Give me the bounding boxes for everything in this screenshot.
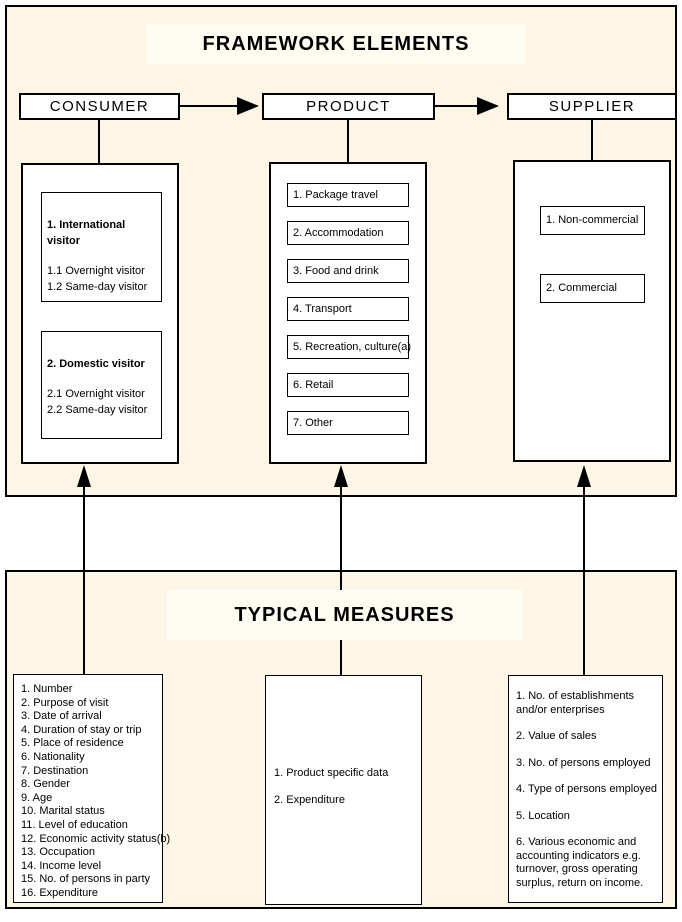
product-item-box: 4. Transport xyxy=(287,297,409,321)
consumer-to-product-arrow-line xyxy=(180,105,238,107)
product-connector-line xyxy=(347,120,349,162)
international-visitor-line1: 1.1 Overnight visitor xyxy=(47,265,145,277)
international-visitor-line2: 1.2 Same-day visitor xyxy=(47,281,148,293)
product-item-box: 1. Package travel xyxy=(287,183,409,207)
supplier-measure-item: 2. Value of sales xyxy=(516,730,597,742)
supplier-header-box: SUPPLIER xyxy=(507,93,677,120)
supplier-measure-item: 5. Location xyxy=(516,809,570,822)
consumer-measures-list-box xyxy=(13,674,171,903)
product-item-box: 3. Food and drink xyxy=(287,259,409,283)
supplier-connector-line xyxy=(591,120,593,160)
consumer-measure-item: 3. Date of arrival xyxy=(21,710,102,723)
consumer-container-box xyxy=(21,163,179,464)
consumer-to-product-arrowhead-icon xyxy=(237,97,259,115)
consumer-measure-item: 6. Nationality xyxy=(21,750,85,763)
consumer-measures-arrowhead-icon xyxy=(77,465,91,487)
consumer-measure-item: 4. Duration of stay or trip xyxy=(21,723,142,736)
supplier-measures-arrowhead-icon xyxy=(577,465,591,487)
supplier-measures-list-box xyxy=(508,675,663,903)
consumer-header-box: CONSUMER xyxy=(19,93,180,120)
international-visitor-box xyxy=(41,192,162,302)
framework-elements-panel xyxy=(5,5,677,497)
product-measure-item: 1. Product specific data xyxy=(274,767,389,779)
supplier-measure-item: 1. No. of establishments and/or enterprises xyxy=(516,690,635,716)
international-visitor-title: 1. International visitor xyxy=(47,219,126,247)
supplier-items-list xyxy=(540,206,650,342)
domestic-visitor-title: 2. Domestic visitor xyxy=(47,358,145,370)
consumer-measure-item: 15. No. of persons in party xyxy=(21,873,151,886)
product-measures-list-box xyxy=(265,675,422,905)
consumer-measure-item: 11. Level of education xyxy=(21,818,128,831)
product-item-box: 7. Other xyxy=(287,411,409,435)
product-measures-arrow-line xyxy=(340,487,342,675)
product-to-supplier-arrow-line xyxy=(435,105,478,107)
consumer-connector-line xyxy=(98,120,100,163)
consumer-measure-item: 9. Age xyxy=(21,791,53,804)
consumer-measure-item: 10. Marital status xyxy=(21,805,105,818)
consumer-measure-item: 13. Occupation xyxy=(21,846,95,859)
supplier-measures-arrow-line xyxy=(583,487,585,675)
product-container-box xyxy=(269,162,427,464)
consumer-measures-arrow-line xyxy=(83,487,85,674)
product-items-list xyxy=(287,183,413,449)
product-measure-item: 2. Expenditure xyxy=(274,794,345,806)
supplier-item-box: 2. Commercial xyxy=(540,274,645,303)
supplier-measure-item: 4. Type of persons employed xyxy=(516,783,658,795)
framework-elements-title: FRAMEWORK ELEMENTS xyxy=(147,24,525,64)
product-header-box: PRODUCT xyxy=(262,93,435,120)
product-item-box: 2. Accommodation xyxy=(287,221,409,245)
supplier-item-box: 1. Non-commercial xyxy=(540,206,645,235)
supplier-measure-item: 3. No. of persons employed xyxy=(516,756,651,769)
product-measures-arrowhead-icon xyxy=(334,465,348,487)
domestic-visitor-line2: 2.2 Same-day visitor xyxy=(47,404,148,416)
consumer-measure-item: 5. Place of residence xyxy=(21,737,124,750)
consumer-measure-item: 14. Income level xyxy=(21,859,102,872)
consumer-measure-item: 1. Number xyxy=(21,683,73,695)
consumer-measure-item: 8. Gender xyxy=(21,778,70,791)
consumer-measure-item: 7. Destination xyxy=(21,764,89,777)
domestic-visitor-line1: 2.1 Overnight visitor xyxy=(47,388,145,400)
consumer-measure-item: 2. Purpose of visit xyxy=(21,696,109,709)
consumer-measure-item: 12. Economic activity status(b) xyxy=(21,832,171,845)
product-item-box: 5. Recreation, culture(a) xyxy=(287,335,409,359)
consumer-measure-item: 16. Expenditure xyxy=(21,886,99,899)
typical-measures-title: TYPICAL MEASURES xyxy=(167,590,522,640)
supplier-measure-item: 6. Various economic and accounting indicators e.g. turnover, gross operating surplus, return on income. xyxy=(516,836,644,889)
domestic-visitor-box xyxy=(41,331,162,439)
product-to-supplier-arrowhead-icon xyxy=(477,97,499,115)
product-item-box: 6. Retail xyxy=(287,373,409,397)
supplier-container-box xyxy=(513,160,671,462)
